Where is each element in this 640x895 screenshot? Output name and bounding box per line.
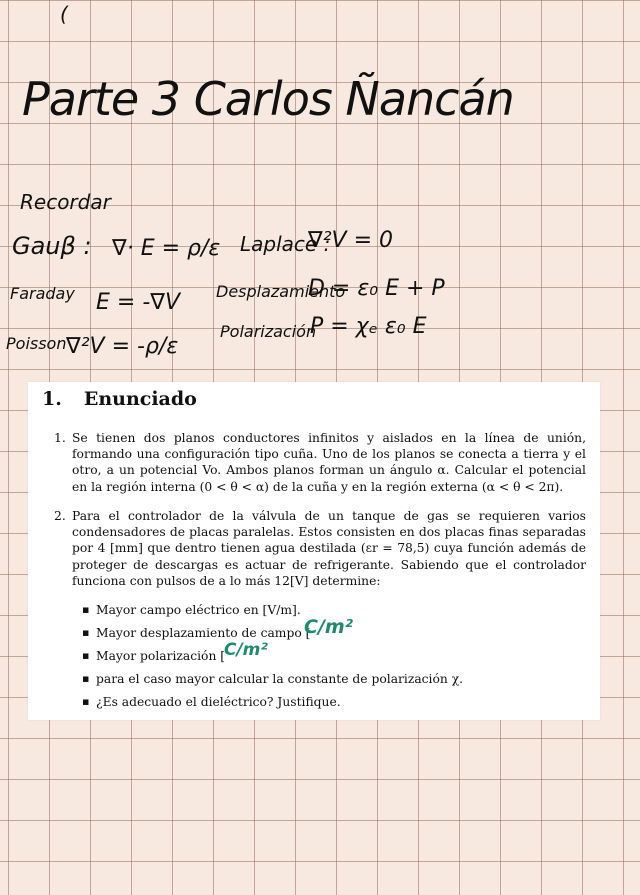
bullet-item: ▪ Mayor desplazamiento de campo [: [96, 625, 310, 641]
poisson-label: Poisson: [6, 334, 67, 353]
laplace-formula: ∇²V = 0: [308, 228, 394, 253]
bullet-item: ▪ para el caso mayor calcular la constante de polarización χ.: [96, 671, 463, 687]
section-number: 1.: [42, 388, 62, 410]
ink-annotation: C/m²: [304, 616, 354, 638]
recordar-heading: Recordar: [20, 190, 111, 214]
gauss-label: Gauβ :: [12, 232, 92, 260]
ink-annotation: C/m²: [224, 640, 268, 660]
section-heading: [42, 388, 197, 410]
bullet-item: ▪ ¿Es adecuado el dieléctrico? Justifique.: [96, 694, 341, 710]
problem-item: [54, 430, 586, 495]
ink-mark: (: [60, 2, 68, 26]
problem-item: [54, 508, 586, 589]
poisson-formula: ∇²V = -ρ/ε: [66, 334, 179, 359]
problem-number: 2.: [54, 509, 66, 523]
desplazamiento-formula: D = ε₀ E + P: [308, 276, 445, 301]
section-title: Enunciado: [83, 388, 197, 410]
gauss-formula: ∇· E = ρ/ε: [112, 236, 221, 261]
bullet-item: ▪ Mayor polarización [: [96, 648, 225, 664]
desplazamiento-label: Desplazamiento: [216, 282, 346, 301]
page-title: Parte 3 Carlos Ñancán: [22, 72, 514, 126]
problem-text: Se tienen dos planos conductores infinitos y aislados en la línea de unión, formando una configuración tipo cuña. Uno de los planos se conecta a tierra y el otro, a un potencial Vo. Ambos planos forman un ángulo α. Calcular el potencial en la región interna (0 < θ < α) de la cuña y en la región externa (α < θ < 2π).: [72, 431, 586, 494]
faraday-formula: E = -∇V: [96, 290, 181, 315]
bullet-item: ▪ Mayor campo eléctrico en [V/m].: [96, 602, 301, 618]
faraday-label: Faraday: [10, 284, 75, 303]
polarizacion-formula: P = χₑ ε₀ E: [310, 314, 427, 339]
problem-sheet: [28, 382, 600, 720]
problem-text: Para el controlador de la válvula de un tanque de gas se requieren varios condensadores de placas paralelas. Estos consisten en dos placas finas separadas por 4 [mm] que dentro tienen agua destilada (εr = 78,5) cuya función además de proteger de descargas es actuar de refrigerante. Sabiendo que el controlador funciona con pulsos de a lo más 12[V] determine:: [72, 509, 586, 588]
laplace-label: Laplace :: [240, 232, 331, 256]
polarizacion-label: Polarización: [220, 322, 317, 341]
problem-number: 1.: [54, 431, 66, 445]
